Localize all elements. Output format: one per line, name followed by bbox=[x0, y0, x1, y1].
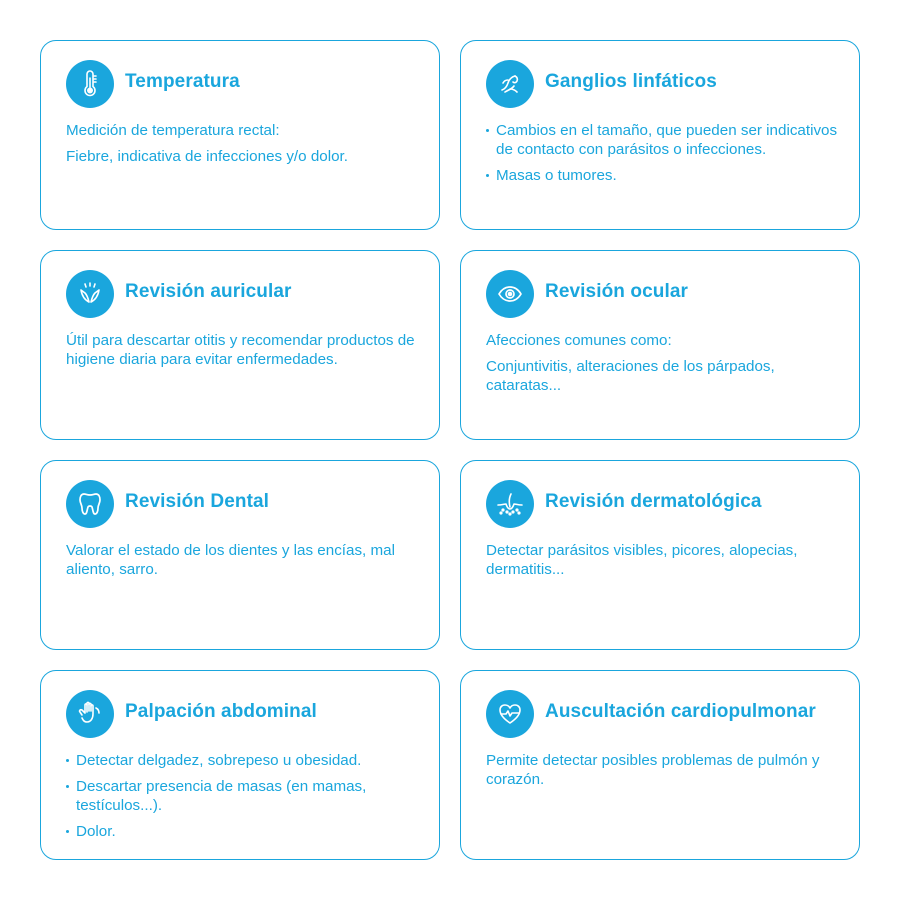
list-item: Masas o tumores. bbox=[486, 166, 841, 185]
card-dental bbox=[40, 460, 440, 650]
card-body bbox=[486, 541, 841, 586]
card-text: Conjuntivitis, alteraciones de los párpados, cataratas... bbox=[486, 358, 775, 394]
card-title: Palpación abdominal bbox=[125, 701, 317, 722]
card-text: Fiebre, indicativa de infecciones y/o dolor. bbox=[66, 148, 348, 165]
card-title: Ganglios linfáticos bbox=[545, 71, 717, 92]
card-palpacion bbox=[40, 670, 440, 860]
card-title: Auscultación cardiopulmonar bbox=[545, 701, 816, 722]
card-title: Revisión ocular bbox=[545, 281, 688, 302]
card-ganglios bbox=[460, 40, 860, 230]
heart-pulse-icon bbox=[486, 690, 534, 738]
card-title: Temperatura bbox=[125, 71, 240, 92]
card-temperatura bbox=[40, 40, 440, 230]
card-ocular bbox=[460, 250, 860, 440]
skin-follicle-icon bbox=[486, 480, 534, 528]
list-item: Dolor. bbox=[66, 822, 421, 841]
card-auricular bbox=[40, 250, 440, 440]
list-item: Detectar delgadez, sobrepeso u obesidad. bbox=[66, 751, 421, 770]
card-auscultacion bbox=[460, 670, 860, 860]
card-text: Medición de temperatura rectal: bbox=[66, 122, 280, 139]
card-body bbox=[486, 751, 841, 796]
card-body bbox=[66, 541, 421, 586]
list-item: Cambios en el tamaño, que pueden ser indicativos de contacto con parásitos o infecciones. bbox=[486, 121, 841, 159]
bullet-list bbox=[486, 121, 841, 185]
list-item: Descartar presencia de masas (en mamas, testículos...). bbox=[66, 777, 421, 815]
bullet-list bbox=[66, 751, 421, 841]
card-text: Detectar parásitos visibles, picores, alopecias, dermatitis... bbox=[486, 542, 798, 578]
thermometer-icon bbox=[66, 60, 114, 108]
card-title: Revisión Dental bbox=[125, 491, 270, 512]
lymph-node-icon bbox=[486, 60, 534, 108]
card-dermatologica bbox=[460, 460, 860, 650]
card-text: Permite detectar posibles problemas de pulmón y corazón. bbox=[486, 752, 820, 788]
card-body bbox=[66, 121, 421, 173]
hand-icon bbox=[66, 690, 114, 738]
ear-icon bbox=[66, 270, 114, 318]
card-title: Revisión dermatológica bbox=[545, 491, 762, 512]
card-text: Útil para descartar otitis y recomendar productos de higiene diaria para evitar enfermedades. bbox=[66, 332, 415, 368]
card-text: Valorar el estado de los dientes y las encías, mal aliento, sarro. bbox=[66, 542, 395, 578]
tooth-icon bbox=[66, 480, 114, 528]
eye-icon bbox=[486, 270, 534, 318]
card-body bbox=[486, 331, 841, 402]
card-body bbox=[486, 121, 841, 192]
card-body bbox=[66, 751, 421, 848]
card-body bbox=[66, 331, 421, 376]
card-text: Afecciones comunes como: bbox=[486, 332, 672, 349]
card-title: Revisión auricular bbox=[125, 281, 292, 302]
